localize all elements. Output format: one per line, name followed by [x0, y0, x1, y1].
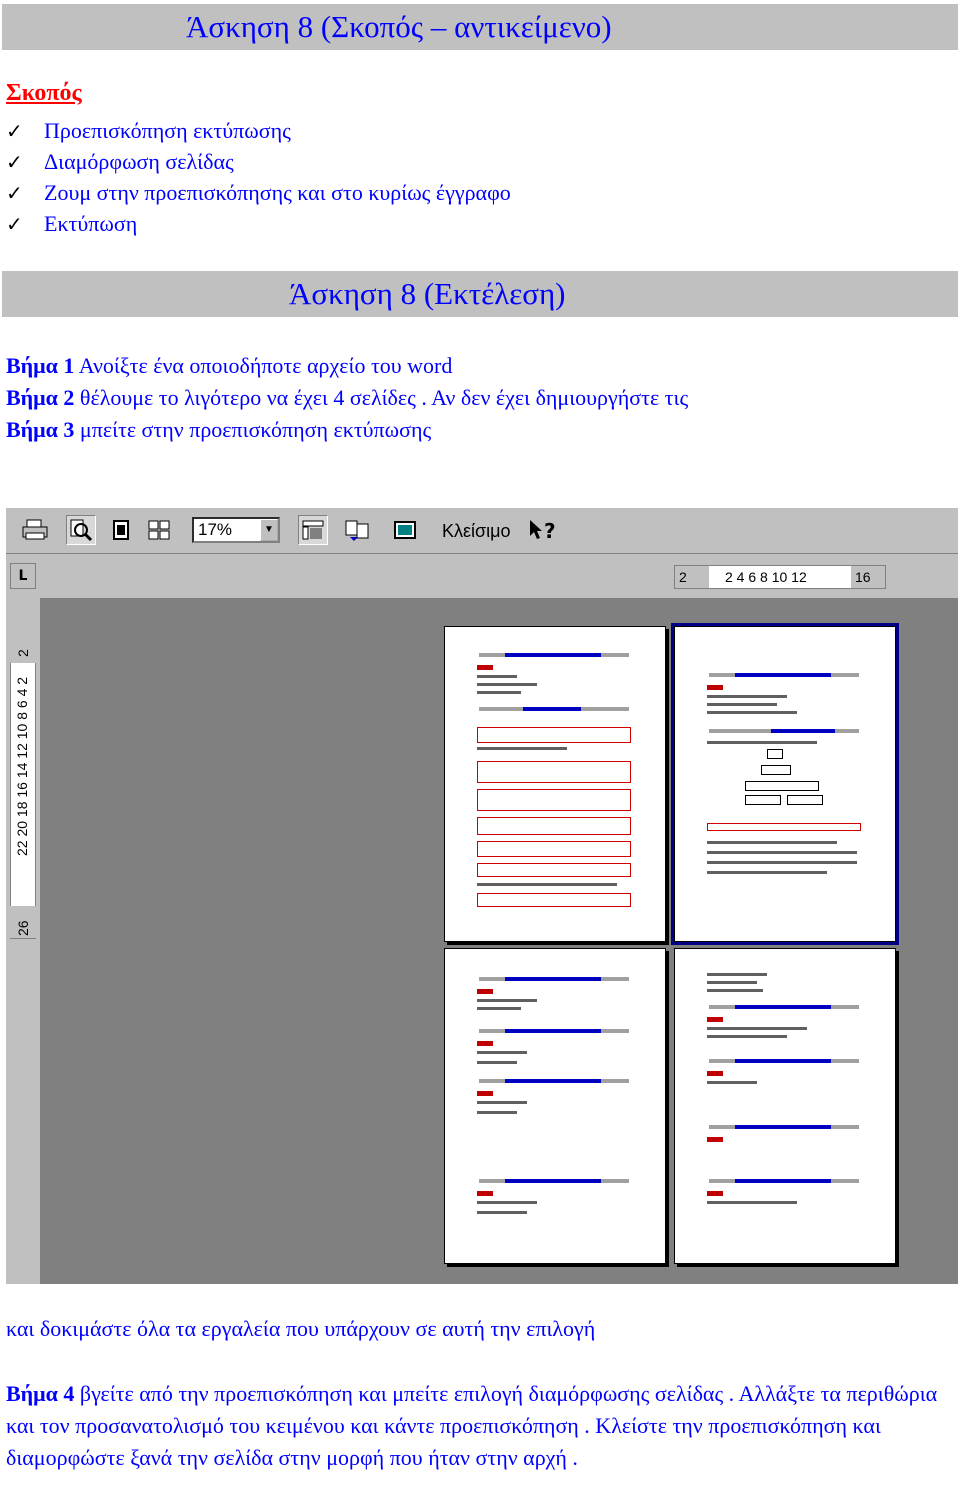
- vertical-ruler-bottom-margin: 26: [10, 906, 36, 938]
- magnifier-icon[interactable]: [66, 515, 96, 545]
- preview-page-1[interactable]: [444, 626, 666, 942]
- page-title: Άσκηση 8 (Σκοπός – αντικείμενο): [186, 9, 612, 44]
- instruction-text: και δοκιμάστε όλα τα εργαλεία που υπάρχουν σε αυτή την επιλογή: [6, 1316, 596, 1341]
- preview-pages-area: [40, 598, 958, 1284]
- print-preview-window: [6, 508, 958, 1284]
- context-help-icon[interactable]: [526, 515, 562, 545]
- list-item: ✓ Διαμόρφωση σελίδας: [6, 146, 511, 177]
- checkmark-icon: ✓: [6, 119, 23, 143]
- preview-page-2[interactable]: [674, 626, 896, 942]
- step-1: Βήμα 1 Ανοίξτε ένα οποιοδήποτε αρχείο του word: [6, 353, 453, 378]
- list-item: ✓ Προεπισκόπηση εκτύπωσης: [6, 115, 511, 146]
- full-screen-icon[interactable]: [390, 515, 420, 545]
- svg-text:?: ?: [544, 519, 556, 542]
- steps-list: [6, 350, 688, 446]
- zoom-select[interactable]: 17% ▼: [192, 517, 280, 543]
- preview-toolbar: [6, 508, 958, 554]
- goal-list: [6, 115, 511, 239]
- step-2: Βήμα 2 θέλουμε το λιγότερο να έχει 4 σελίδες . Αν δεν έχει δημιουργήστε τις: [6, 385, 689, 410]
- multiple-pages-icon[interactable]: [144, 515, 174, 545]
- view-ruler-icon[interactable]: [298, 515, 328, 545]
- step-4: Βήμα 4 βγείτε από την προεπισκόπηση και μπείτε επιλογή διαμόρφωσης σελίδας . Αλλάξτε τα περιθώρια και τον προσανατολισμό του κειμένου και κάντε προεπισκόπηση . Κλείστε την προεπισκόπηση και διαμορφώστε ξανά την σελίδα στην μορφή που ήταν στην αρχή .: [6, 1381, 938, 1470]
- preview-page-4[interactable]: [674, 948, 896, 1264]
- chevron-down-icon[interactable]: ▼: [260, 519, 278, 541]
- print-icon[interactable]: [20, 515, 50, 545]
- vertical-ruler-top-margin: 2: [10, 625, 36, 663]
- checkmark-icon: ✓: [6, 181, 23, 205]
- goal-heading: Σκοπός: [6, 80, 82, 106]
- vertical-ruler[interactable]: 22 20 18 16 14 12 10 8 6 4 2: [10, 625, 36, 939]
- list-item: ✓ Ζουμ στην προεπισκόπησης και στο κυρίως έγγραφο: [6, 177, 511, 208]
- title-banner-execution: [2, 271, 958, 317]
- preview-page-3[interactable]: [444, 948, 666, 1264]
- one-page-icon[interactable]: [106, 515, 136, 545]
- close-preview-button[interactable]: Κλείσιμο: [442, 521, 511, 541]
- horizontal-ruler[interactable]: 2 2 4 6 8 10 12 16: [674, 565, 886, 589]
- title-banner-goal: [2, 4, 958, 50]
- checkmark-icon: ✓: [6, 150, 23, 174]
- tab-stop-selector[interactable]: L: [10, 563, 36, 589]
- ruler-row: [6, 555, 958, 597]
- checkmark-icon: ✓: [6, 212, 23, 236]
- step-3: Βήμα 3 μπείτε στην προεπισκόπηση εκτύπωσης: [6, 417, 432, 442]
- shrink-to-fit-icon[interactable]: [342, 515, 372, 545]
- section-title: Άσκηση 8 (Εκτέλεση): [289, 276, 566, 311]
- list-item: ✓ Εκτύπωση: [6, 208, 511, 239]
